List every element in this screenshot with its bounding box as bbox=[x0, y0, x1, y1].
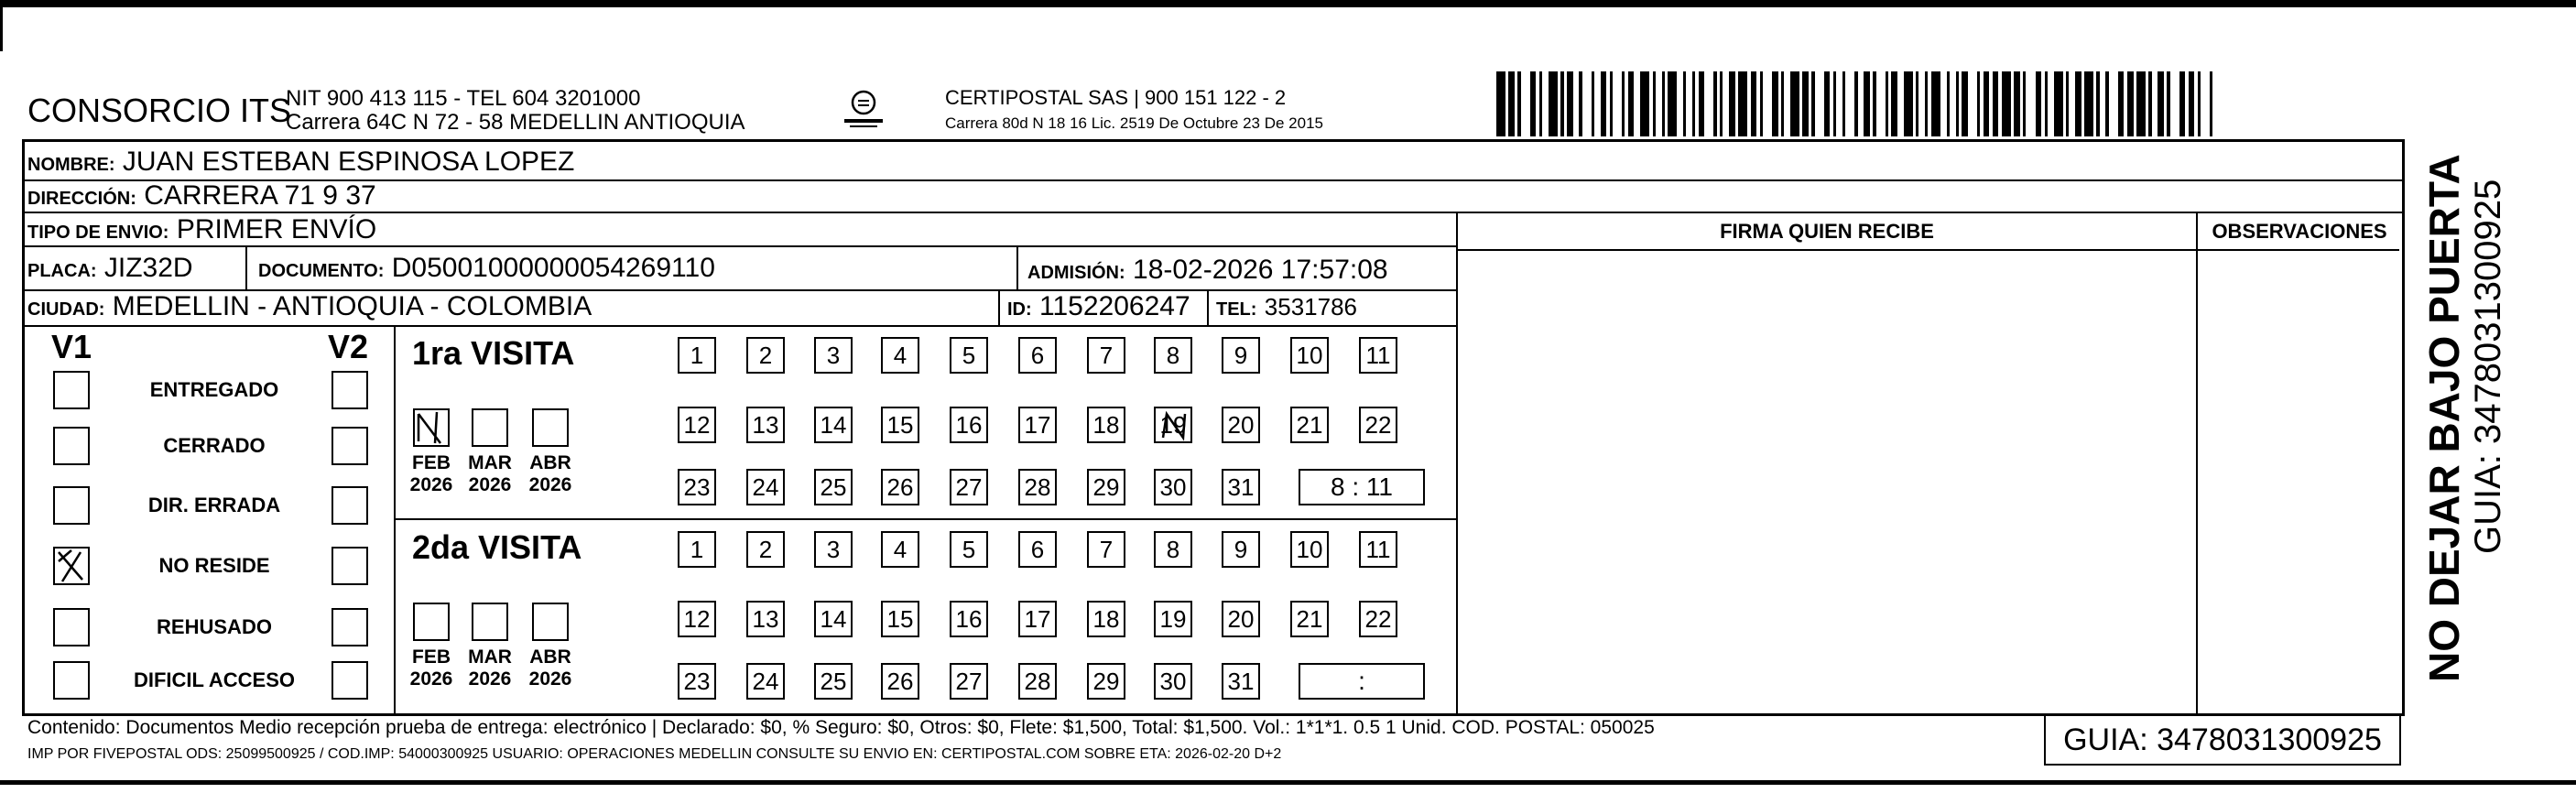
month-label bbox=[462, 452, 517, 496]
day-box[interactable]: 29 bbox=[1087, 469, 1125, 505]
visit-time-box[interactable]: 8 : 11 bbox=[1299, 469, 1425, 505]
barcode-bar bbox=[1751, 71, 1757, 136]
barcode-bar bbox=[2002, 71, 2011, 136]
v2-checkbox[interactable] bbox=[332, 608, 368, 646]
barcode-bar bbox=[2014, 71, 2020, 136]
barcode-bar bbox=[2189, 71, 2195, 136]
divider bbox=[245, 245, 247, 289]
day-box[interactable]: 24 bbox=[746, 663, 785, 700]
status-reason-label: CERRADO bbox=[163, 434, 266, 457]
day-box[interactable]: 10 bbox=[1290, 531, 1329, 568]
barcode-space bbox=[1940, 71, 1947, 136]
day-box[interactable]: 21 bbox=[1290, 407, 1329, 443]
month-name: MAR bbox=[468, 452, 512, 473]
recipient-address-row bbox=[27, 180, 376, 214]
barcode-bar bbox=[2136, 71, 2146, 136]
day-box[interactable]: 24 bbox=[746, 469, 785, 505]
status-reason-label: DIFICIL ACCESO bbox=[133, 668, 295, 691]
day-box[interactable]: 14 bbox=[814, 407, 853, 443]
v1-checkbox[interactable] bbox=[53, 608, 90, 646]
day-box[interactable]: 12 bbox=[678, 601, 716, 637]
v2-checkbox[interactable] bbox=[332, 371, 368, 409]
day-box[interactable]: 6 bbox=[1018, 531, 1057, 568]
barcode-space bbox=[1763, 71, 1772, 136]
day-box[interactable]: 7 bbox=[1087, 531, 1125, 568]
v1-checkbox[interactable] bbox=[53, 427, 90, 465]
day-box[interactable]: 30 bbox=[1154, 663, 1192, 700]
day-box[interactable]: 17 bbox=[1018, 407, 1057, 443]
day-box[interactable]: 15 bbox=[881, 601, 919, 637]
recipient-name-row bbox=[27, 147, 574, 180]
barcode-bar bbox=[2036, 71, 2042, 136]
top-border bbox=[0, 0, 2576, 7]
barcode-bar bbox=[1993, 71, 1999, 136]
barcode bbox=[1496, 71, 2220, 136]
shipment-type: PRIMER ENVÍO bbox=[176, 214, 377, 244]
barcode-space bbox=[2109, 71, 2118, 136]
day-box[interactable]: 8 bbox=[1154, 531, 1192, 568]
month-label bbox=[404, 646, 459, 690]
day-box[interactable]: 22 bbox=[1359, 407, 1397, 443]
month-checkbox[interactable] bbox=[532, 603, 569, 641]
month-year: 2026 bbox=[528, 474, 572, 495]
day-box[interactable]: 20 bbox=[1222, 601, 1260, 637]
barcode-space bbox=[2212, 71, 2219, 136]
barcode-space bbox=[1573, 71, 1580, 136]
divider bbox=[1456, 212, 1458, 716]
month-label bbox=[404, 452, 459, 496]
barcode-bar bbox=[2158, 71, 2164, 136]
day-box[interactable]: 26 bbox=[881, 663, 919, 700]
tel-number: 3531786 bbox=[1264, 293, 1358, 320]
day-box[interactable]: 25 bbox=[814, 663, 853, 700]
divider bbox=[2196, 212, 2198, 716]
day-box[interactable]: 31 bbox=[1222, 469, 1260, 505]
day-box[interactable]: 21 bbox=[1290, 601, 1329, 637]
barcode-bar bbox=[1864, 71, 1870, 136]
type-label: TIPO DE ENVIO: bbox=[27, 223, 169, 243]
day-box[interactable]: 2 bbox=[746, 531, 785, 568]
barcode-space bbox=[1876, 71, 1886, 136]
barcode-space bbox=[1845, 71, 1854, 136]
admission-row bbox=[1027, 255, 1388, 288]
v2-checkbox[interactable] bbox=[332, 547, 368, 585]
barcode-bar bbox=[2075, 71, 2081, 136]
barcode-bar bbox=[2179, 71, 2186, 136]
certipostal-name: CERTIPOSTAL SAS | 900 151 122 - 2 bbox=[945, 86, 1287, 109]
city-row bbox=[27, 291, 592, 325]
v2-checkbox[interactable] bbox=[332, 486, 368, 525]
day-box[interactable]: 5 bbox=[950, 531, 988, 568]
barcode-bar bbox=[1802, 71, 1809, 136]
day-box[interactable]: 17 bbox=[1018, 601, 1057, 637]
status-reason-label: DIR. ERRADA bbox=[147, 494, 281, 516]
status-reason-label: NO RESIDE bbox=[158, 554, 270, 577]
status-reason-label: ENTREGADO bbox=[149, 378, 279, 401]
company-name: CONSORCIO ITS bbox=[27, 92, 292, 129]
document-number: D05001000000054269110 bbox=[391, 253, 715, 283]
day-box[interactable]: 7 bbox=[1087, 337, 1125, 374]
month-label bbox=[523, 452, 578, 496]
content-line: Contenido: Documentos Medio recepción prueba de entrega: electrónico | Declarado: $0, % Seguro: $0, Otros: $0, Flete: $1,500, Total: $1,500. Vol.: 1*1*1. 0.5 1 Unid. COD. POSTAL: 050025 bbox=[27, 717, 1655, 738]
day-box[interactable]: 13 bbox=[746, 407, 785, 443]
barcode-space bbox=[1815, 71, 1824, 136]
barcode-bar bbox=[1962, 71, 1968, 136]
day-box[interactable]: 1 bbox=[678, 531, 716, 568]
barcode-bar bbox=[1699, 71, 1705, 136]
day-box[interactable]: 9 bbox=[1222, 337, 1260, 374]
day-box[interactable]: 23 bbox=[678, 469, 716, 505]
day-box[interactable]: 9 bbox=[1222, 531, 1260, 568]
barcode-bar bbox=[1496, 71, 1505, 136]
bottom-border bbox=[0, 780, 2576, 785]
barcode-bar bbox=[1508, 71, 1515, 136]
barcode-space bbox=[1897, 71, 1904, 136]
day-box[interactable]: 11 bbox=[1359, 531, 1397, 568]
barcode-bar bbox=[1549, 71, 1558, 136]
barcode-space bbox=[2152, 71, 2158, 136]
visit-time-box[interactable]: : bbox=[1299, 663, 1425, 700]
v1-checkbox[interactable] bbox=[53, 547, 90, 585]
day-box[interactable]: 2 bbox=[746, 337, 785, 374]
day-box[interactable]: 23 bbox=[678, 663, 716, 700]
name-label: NOMBRE: bbox=[27, 155, 115, 175]
barcode-space bbox=[2026, 71, 2035, 136]
no-dejar-warning: NO DEJAR BAJO PUERTA bbox=[2420, 154, 2468, 682]
month-name: FEB bbox=[412, 452, 451, 473]
day-box[interactable]: 13 bbox=[746, 601, 785, 637]
certipostal-license: Carrera 80d N 18 16 Lic. 2519 De Octubre 23 De 2015 bbox=[945, 114, 1323, 132]
tel-row bbox=[1216, 291, 1357, 325]
barcode-space bbox=[1918, 71, 1925, 136]
barcode-space bbox=[1613, 71, 1622, 136]
barcode-bar bbox=[1772, 71, 1778, 136]
month-name: MAR bbox=[468, 646, 512, 668]
barcode-bar bbox=[1567, 71, 1573, 136]
barcode-bar bbox=[1530, 71, 1537, 136]
month-label bbox=[523, 646, 578, 690]
barcode-space bbox=[1784, 71, 1790, 136]
day-box[interactable]: 4 bbox=[881, 531, 919, 568]
v1-header: V1 bbox=[51, 328, 92, 365]
day-box[interactable]: 27 bbox=[950, 469, 988, 505]
day-box[interactable]: 30 bbox=[1154, 469, 1192, 505]
observations-column-header: OBSERVACIONES bbox=[2212, 220, 2387, 243]
day-box[interactable]: 28 bbox=[1018, 663, 1057, 700]
day-box[interactable]: 22 bbox=[1359, 601, 1397, 637]
v2-checkbox[interactable] bbox=[332, 661, 368, 700]
day-box[interactable]: 19 bbox=[1154, 601, 1192, 637]
day-box[interactable]: 10 bbox=[1290, 337, 1329, 374]
barcode-bar bbox=[2084, 71, 2093, 136]
barcode-bar bbox=[2054, 71, 2063, 136]
barcode-space bbox=[1950, 71, 1956, 136]
barcode-bar bbox=[1668, 71, 1677, 136]
barcode-bar bbox=[1984, 71, 1990, 136]
visit-title: 2da VISITA bbox=[412, 528, 582, 566]
recipient-name: JUAN ESTEBAN ESPINOSA LOPEZ bbox=[122, 147, 575, 177]
month-label bbox=[462, 646, 517, 690]
barcode-bar bbox=[1640, 71, 1649, 136]
day-box[interactable]: 4 bbox=[881, 337, 919, 374]
barcode-bar bbox=[1729, 71, 1735, 136]
month-year: 2026 bbox=[468, 474, 512, 495]
barcode-space bbox=[1686, 71, 1692, 136]
side-guia: GUIA: 3478031300925 bbox=[2468, 179, 2508, 554]
barcode-bar bbox=[1738, 71, 1747, 136]
barcode-bar bbox=[2118, 71, 2125, 136]
left-tick-mark bbox=[0, 7, 3, 51]
certipostal-logo-icon bbox=[831, 84, 896, 134]
plate: JIZ32D bbox=[103, 253, 193, 283]
day-box[interactable]: 12 bbox=[678, 407, 716, 443]
barcode-space bbox=[2201, 71, 2210, 136]
divider bbox=[22, 325, 1456, 327]
day-box[interactable]: 6 bbox=[1018, 337, 1057, 374]
barcode-space bbox=[1521, 71, 1530, 136]
day-box[interactable]: 18 bbox=[1087, 601, 1125, 637]
barcode-space bbox=[1704, 71, 1713, 136]
v1-checkbox[interactable] bbox=[53, 371, 90, 409]
barcode-space bbox=[1858, 71, 1864, 136]
barcode-bar bbox=[1904, 71, 1913, 136]
barcode-bar bbox=[1931, 71, 1940, 136]
barcode-space bbox=[2100, 71, 2106, 136]
day-box[interactable]: 25 bbox=[814, 469, 853, 505]
id-number: 1152206247 bbox=[1039, 291, 1190, 321]
month-checkbox[interactable] bbox=[413, 408, 450, 447]
admission-label: ADMISIÓN: bbox=[1027, 263, 1125, 283]
divider bbox=[1456, 249, 2399, 251]
day-box[interactable]: 3 bbox=[814, 531, 853, 568]
barcode-space bbox=[1634, 71, 1640, 136]
day-box[interactable]: 18 bbox=[1087, 407, 1125, 443]
recipient-address: CARRERA 71 9 37 bbox=[144, 180, 376, 211]
barcode-bar bbox=[1601, 71, 1607, 136]
barcode-space bbox=[1836, 71, 1842, 136]
day-box[interactable]: 16 bbox=[950, 407, 988, 443]
barcode-bar bbox=[1628, 71, 1635, 136]
company-address: Carrera 64C N 72 - 58 MEDELLIN ANTIOQUIA bbox=[286, 110, 745, 135]
barcode-bar bbox=[1824, 71, 1831, 136]
plate-label: PLACA: bbox=[27, 261, 97, 281]
month-year: 2026 bbox=[528, 668, 572, 690]
shipment-type-row bbox=[27, 214, 376, 248]
document-label: DOCUMENTO: bbox=[258, 261, 385, 281]
barcode-space bbox=[1723, 71, 1729, 136]
barcode-space bbox=[1677, 71, 1683, 136]
footer-guia: GUIA: 3478031300925 bbox=[2044, 714, 2401, 766]
month-year: 2026 bbox=[468, 668, 512, 690]
month-checkbox[interactable] bbox=[472, 603, 508, 641]
month-checkbox[interactable] bbox=[532, 408, 569, 447]
divider bbox=[1207, 289, 1209, 325]
day-box[interactable]: 19 bbox=[1154, 407, 1192, 443]
day-box[interactable]: 14 bbox=[814, 601, 853, 637]
month-checkbox[interactable] bbox=[413, 603, 450, 641]
signature-column-header: FIRMA QUIEN RECIBE bbox=[1720, 220, 1934, 243]
status-reason-label: REHUSADO bbox=[157, 615, 272, 638]
divider bbox=[1016, 245, 1018, 289]
month-year: 2026 bbox=[409, 474, 453, 495]
barcode-bar bbox=[2127, 71, 2134, 136]
month-checkbox[interactable] bbox=[472, 408, 508, 447]
barcode-space bbox=[1656, 71, 1662, 136]
v1-checkbox[interactable] bbox=[53, 661, 90, 700]
day-box[interactable]: 1 bbox=[678, 337, 716, 374]
day-box[interactable]: 31 bbox=[1222, 663, 1260, 700]
divider bbox=[998, 289, 1000, 325]
admission-date: 18-02-2026 17:57:08 bbox=[1133, 255, 1388, 285]
city: MEDELLIN - ANTIOQUIA - COLOMBIA bbox=[112, 291, 592, 321]
tel-label: TEL: bbox=[1216, 299, 1257, 320]
barcode-space bbox=[1582, 71, 1592, 136]
barcode-space bbox=[2069, 71, 2075, 136]
divider bbox=[22, 212, 2405, 213]
day-box[interactable]: 26 bbox=[881, 469, 919, 505]
day-box[interactable]: 27 bbox=[950, 663, 988, 700]
divider bbox=[394, 325, 396, 716]
company-nit: NIT 900 413 115 - TEL 604 3201000 bbox=[286, 86, 641, 111]
month-year: 2026 bbox=[409, 668, 453, 690]
day-box[interactable]: 20 bbox=[1222, 407, 1260, 443]
id-label: ID: bbox=[1007, 299, 1032, 320]
barcode-space bbox=[2048, 71, 2054, 136]
visit-title: 1ra VISITA bbox=[412, 334, 575, 372]
month-name: FEB bbox=[412, 646, 451, 668]
document-row bbox=[258, 253, 715, 287]
v2-header: V2 bbox=[328, 328, 369, 365]
day-box[interactable]: 15 bbox=[881, 407, 919, 443]
id-row bbox=[1007, 291, 1190, 325]
address-label: DIRECCIÓN: bbox=[27, 189, 136, 209]
barcode-space bbox=[2170, 71, 2179, 136]
day-box[interactable]: 11 bbox=[1359, 337, 1397, 374]
imp-line: IMP POR FIVEPOSTAL ODS: 25099500925 / COD.IMP: 54000300925 USUARIO: OPERACIONES MEDELLIN CONSULTE SU ENVIO EN: CERTIPOSTAL.COM SOBRE ETA: 2026-02-20 D+2 bbox=[27, 746, 1282, 762]
day-box[interactable]: 16 bbox=[950, 601, 988, 637]
day-box[interactable]: 28 bbox=[1018, 469, 1057, 505]
barcode-bar bbox=[1891, 71, 1897, 136]
barcode-space bbox=[1542, 71, 1549, 136]
v1-checkbox[interactable] bbox=[53, 486, 90, 525]
day-box[interactable]: 3 bbox=[814, 337, 853, 374]
barcode-bar bbox=[1790, 71, 1799, 136]
month-name: ABR bbox=[529, 452, 571, 473]
day-box[interactable]: 5 bbox=[950, 337, 988, 374]
city-label: CIUDAD: bbox=[27, 299, 105, 320]
divider bbox=[394, 518, 1456, 520]
barcode-space bbox=[1968, 71, 1977, 136]
v2-checkbox[interactable] bbox=[332, 427, 368, 465]
day-box[interactable]: 8 bbox=[1154, 337, 1192, 374]
day-box[interactable]: 29 bbox=[1087, 663, 1125, 700]
month-name: ABR bbox=[529, 646, 571, 668]
plate-row bbox=[27, 253, 193, 287]
barcode-space bbox=[1594, 71, 1601, 136]
